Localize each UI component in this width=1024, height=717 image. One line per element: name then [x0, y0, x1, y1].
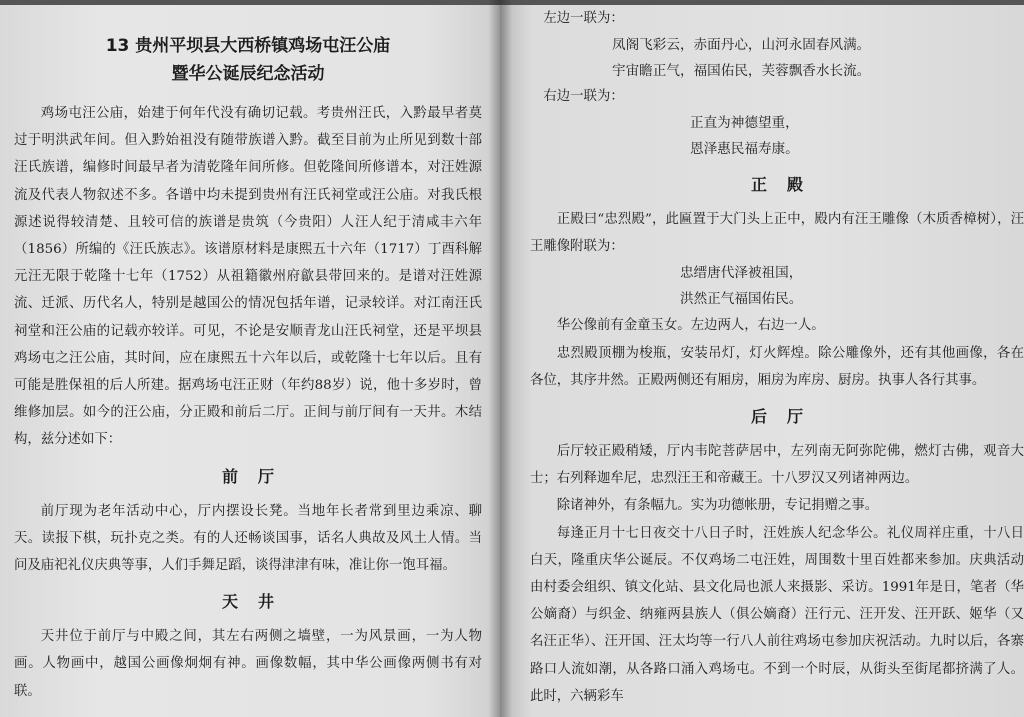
main-hall-couplet-line1: 忠缙唐代泽被祖国，: [680, 265, 803, 282]
left-couplet-line2: 宇宙瞻正气，福国佑民，芙蓉飘香水长流。: [612, 63, 871, 79]
right-page: [500, 0, 1024, 717]
rear-hall-paragraph3: 每逢正月十七日夜交十八日子时，汪姓族人纪念华公。礼仪周祥庄重，十八日白天，隆重庆华公诞辰。不仅鸡场二屯汪姓，周围数十里百姓都来参加。庆典活动由村委会组织、镇文化站、县文化局也派人来摄影、采访。1991年是日，笔者（华公嫡裔）与织金、纳雍两县族人（俱公嫡裔）汪行元、汪开发、汪开跃、姬华（又名汪正华）、汪开国、汪太均等一行八人前往鸡场屯参加庆祝活动。九时以后，各寨路口人流如潮，从各路口涌入鸡场屯。不到一个时辰，从街头至街尾都挤满了人。此时，六辆彩车: [530, 525, 1024, 704]
rear-hall-paragraph1: 后厅较正殿稍矮，厅内韦陀菩萨居中，左列南无阿弥陀佛，燃灯古佛，观音大士；右列释迦牟尼，忠烈汪王和帝藏王。十八罗汉又列诸神两边。: [530, 444, 1024, 487]
main-hall-paragraph2: 华公像前有金童玉女。左边两人，右边一人。: [556, 318, 825, 334]
courtyard-paragraph: 天井位于前厅与中殿之间，其左右两侧之墙壁，一为风景画，一为人物画。人物画中，越国公画像炯炯有神。画像数幅，其中华公画像两侧书有对联。: [14, 629, 482, 699]
heading-courtyard: 天井: [221, 592, 294, 612]
main-hall-couplet-line2: 洪然正气福国佑民。: [680, 291, 803, 308]
main-hall-paragraph3: 忠烈殿顶棚为梭瓶，安装吊灯，灯火辉煌。除公雕像外，还有其他画像，各在各位，其序井然。正殿两侧还有厢房，厢房为库房、厨房。执事人各行其事。: [530, 345, 1024, 388]
left-page: [0, 0, 500, 717]
top-rule-right: [500, 0, 1024, 5]
heading-rear-hall: 后厅: [750, 407, 823, 427]
heading-front-hall: 前厅: [221, 466, 294, 486]
chapter-title-line1: 13 贵州平坝县大西桥镇鸡场屯汪公庙: [105, 36, 391, 56]
chapter-title: [14, 32, 482, 88]
top-rule: [0, 0, 500, 5]
book-gutter: [488, 0, 512, 717]
right-couplet-line1: 正直为神德望重，: [690, 115, 799, 131]
left-couplet-line1: 凤阁飞彩云，赤面丹心，山河永固春风满。: [612, 37, 871, 53]
heading-main-hall: 正殿: [750, 175, 823, 194]
intro-paragraph: 鸡场屯汪公庙，始建于何年代没有确切记载。考贵州汪氏，入黔最早者莫过于明洪武年间。但入黔始祖没有随带族谱入黔。截至目前为止所见到数十部汪氏族谱，编修时间最早者为清乾隆年间所修。但乾隆间所修谱本，对汪姓源流及代表人物叙述不多。各谱中均未提到贵州有汪氏祠堂或汪公庙。对我氏根源述说得较清楚、且较可信的族谱是贵筑（今贵阳）人汪人纪于清咸丰六年（1856）所编的《汪氏族志》。该谱原材料是康熙五十六年（1717）丁酉科解元汪无限于乾隆十七年（1752）从祖籍徽州府歙县带回来的。是谱对汪姓源流、迁派、历代名人，特别是越国公的情况包括年谱，记录较详。对江南汪氏祠堂和汪公庙的记载亦较详。可见，不论是安顺青龙山汪氏祠堂，还是平坝县鸡场屯之汪公庙，其时间，应在康熙五十六年以后，或乾隆十七年以后。且有可能是胜保祖的后人所建。据鸡场屯汪正财（年约88岁）说，他十多岁时，曾维修加层。如今的汪公庙，分正殿和前后二厅。正间与前厅间有一天井。木结构，兹分述如下：: [14, 106, 482, 448]
chapter-title-line2: 暨华公诞辰纪念活动: [171, 64, 325, 84]
rear-hall-paragraph2: 除诸神外，有条幅九。实为功德帐册，专记捐赠之事。: [556, 498, 879, 514]
left-couplet-label: 左边一联为：: [543, 11, 624, 26]
front-hall-paragraph: 前厅现为老年活动中心，厅内摆设长凳。当地年长者常到里边乘凉、聊天。读报下棋，玩扑克之类。有的人还畅谈国事，话名人典故及风土人情。当问及庙祀礼仪庆典等事，人们手舞足蹈，谈得津津有味，准让你一饱耳福。: [14, 503, 482, 574]
right-couplet-line2: 恩泽惠民福寿康。: [690, 141, 799, 157]
main-hall-paragraph1: 正殿曰“忠烈殿”，此匾置于大门头上正中，殿内有汪王雕像（木质香樟树），汪王雕像附联为：: [530, 212, 1024, 255]
right-couplet-label: 右边一联为：: [543, 89, 624, 104]
